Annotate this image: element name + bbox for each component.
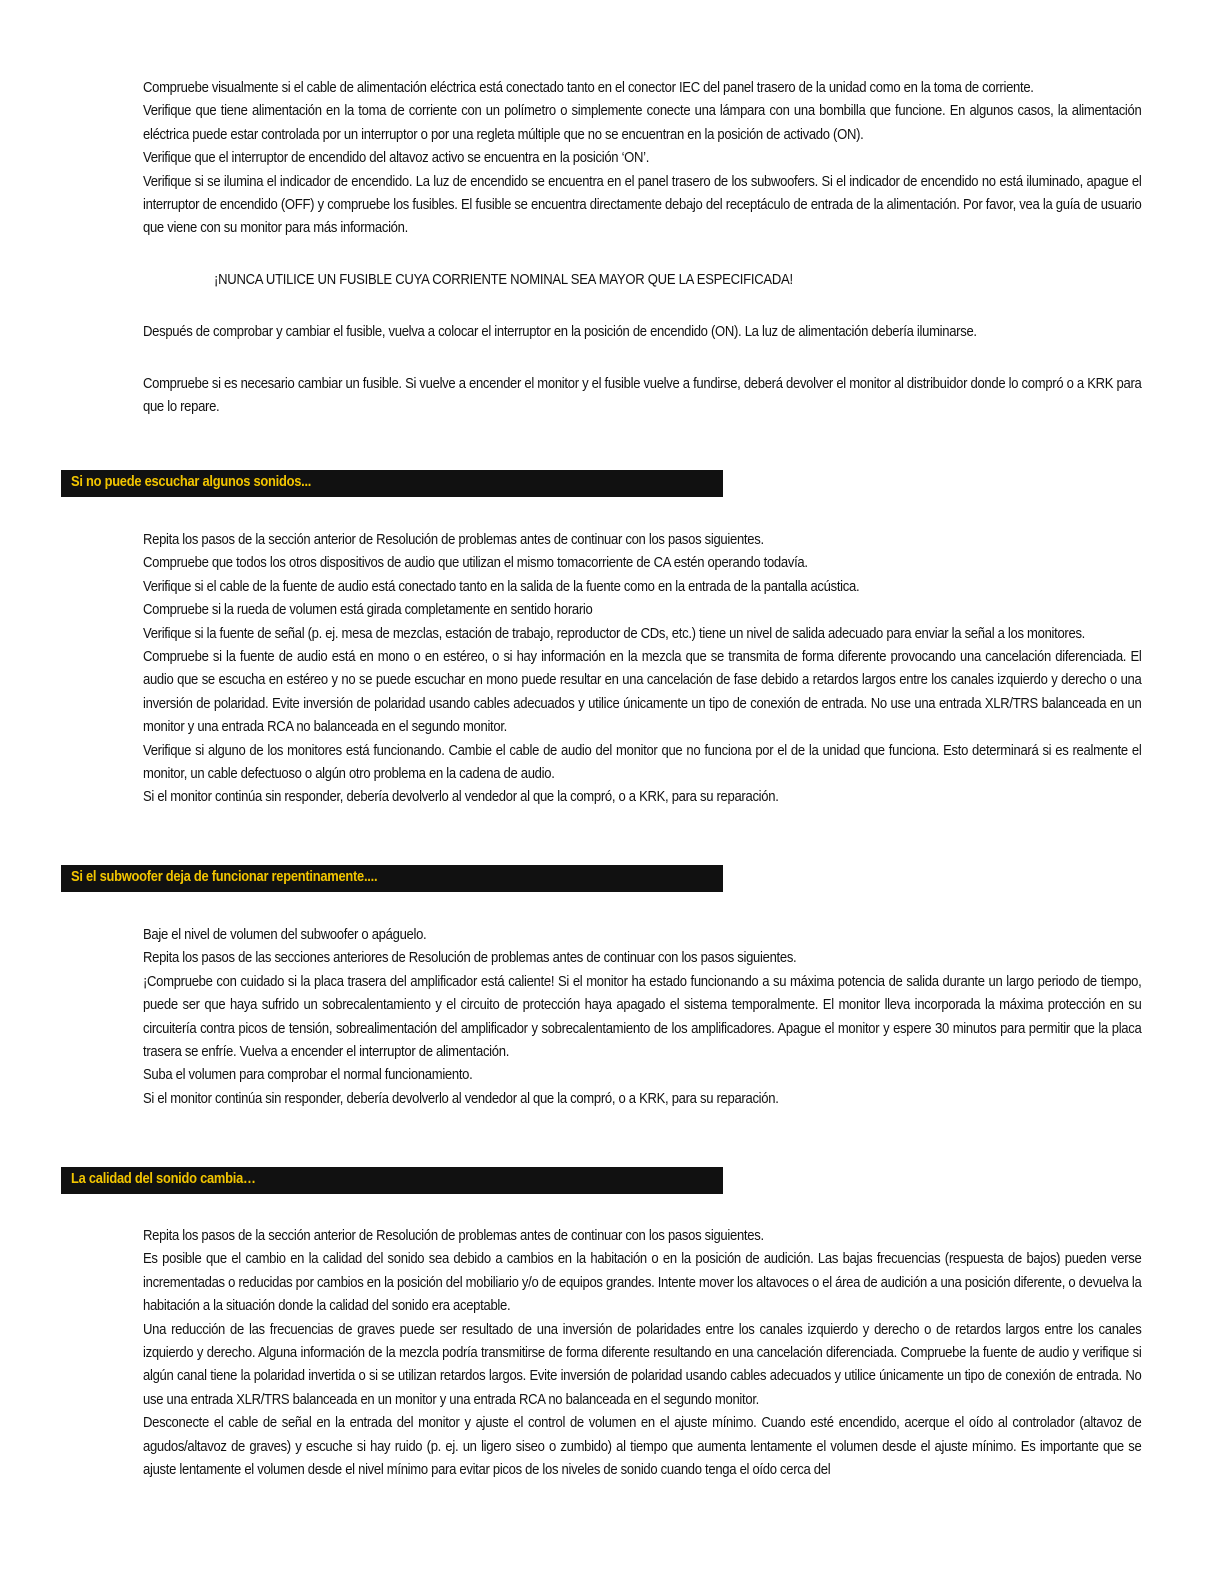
section-body	[143, 923, 1142, 1110]
section-paragraph: Verifique si la fuente de señal (p. ej. mesa de mezclas, estación de trabajo, reproductor de CDs, etc.) tiene un nivel de salida adecuado para enviar la señal a los monitores.	[143, 624, 1086, 642]
section-heading-bar	[61, 1167, 723, 1194]
section-paragraph: Verifique si alguno de los monitores está funcionando. Cambie el cable de audio del monitor que no funciona por el de la unidad que funciona. Esto determinará si es realmente el monitor, un cable defectuoso o algún otro problema en la cadena de audio.	[143, 741, 1142, 783]
section-paragraph: Es posible que el cambio en la calidad del sonido sea debido a cambios en la habitación o en la posición de audición. Las bajas frecuencias (respuesta de bajos) pueden verse incrementadas o reducidas por cambios en la posición del mobiliario y/o de equipos grandes. Intente mover los altavoces o el área de audición a una posición diferente, o devuelva la habitación a la situación donde la calidad del sonido era aceptable.	[143, 1250, 1142, 1315]
section-paragraph: Compruebe si la rueda de volumen está girada completamente en sentido horario	[143, 601, 593, 619]
section-paragraph: Repita los pasos de la sección anterior de Resolución de problemas antes de continuar con los pasos siguientes.	[143, 1227, 764, 1244]
section-body	[143, 1224, 1142, 1481]
section-paragraph: Compruebe que todos los otros dispositivos de audio que utilizan el mismo tomacorriente de CA estén operando todavía.	[143, 554, 808, 572]
section-paragraph: Suba el volumen para comprobar el normal funcionamiento.	[143, 1066, 473, 1084]
section-paragraph: Desconecte el cable de señal en la entrada del monitor y ajuste el control de volumen en el ajuste mínimo. Cuando esté encendido, acerque el oído al controlador (altavoz de agudos/altavoz de graves) y escuche si hay ruido (p. ej. un ligero siseo o zumbido) al tiempo que aumenta lentamente el volumen desde el ajuste mínimo. Es importante que se ajuste lentamente el volumen desde el nivel mínimo para evitar picos de los niveles de sonido cuando tenga el oído cerca del	[143, 1414, 1142, 1479]
section-heading-bar	[61, 865, 723, 892]
section-paragraph: Repita los pasos de la sección anterior de Resolución de problemas antes de continuar con los pasos siguientes.	[143, 531, 764, 548]
intro-block	[143, 76, 1142, 240]
section-body	[143, 528, 1142, 809]
intro-block-2	[143, 320, 1142, 343]
intro-paragraph: Verifique que tiene alimentación en la toma de corriente con un polímetro o simplemente conecte una lámpara con una bombilla que funcione. En algunos casos, la alimentación eléctrica puede estar controlada por un interruptor o por una regleta múltiple que no se encuentran en la posición de activado (ON).	[143, 102, 1142, 143]
section-heading: Si no puede escuchar algunos sonidos...	[71, 473, 312, 490]
section-paragraph: Si el monitor continúa sin responder, debería devolverlo al vendedor al que la compró, o a KRK, para su reparación.	[143, 1089, 779, 1107]
section-paragraph: Compruebe si la fuente de audio está en mono o en estéreo, o si hay información en la mezcla que se transmita de forma diferente provocando una cancelación diferenciada. El audio que se escucha en estéreo y no se puede escuchar en mono puede resultar en una cancelación de fase debido a retardos largos entre los canales izquierdo y derecho o una inversión de polaridad. Evite inversión de polaridad usando cables adecuados y utilice únicamente un tipo de conexión de entrada. No use una entrada XLR/TRS balanceada en un monitor y una entrada RCA no balanceada en el segundo monitor.	[143, 648, 1142, 736]
intro-paragraph: Compruebe si es necesario cambiar un fusible. Si vuelve a encender el monitor y el fusible vuelve a fundirse, deberá devolver el monitor al distribuidor donde lo compró o a KRK para que lo repare.	[143, 375, 1142, 416]
section-paragraph: Baje el nivel de volumen del subwoofer o apáguelo.	[143, 926, 427, 943]
section-paragraph: Si el monitor continúa sin responder, debería devolverlo al vendedor al que la compró, o a KRK, para su reparación.	[143, 788, 779, 806]
intro-paragraph: Compruebe visualmente si el cable de alimentación eléctrica está conectado tanto en el conector IEC del panel trasero de la unidad como en la toma de corriente.	[143, 79, 1034, 96]
intro-block-3	[143, 372, 1142, 419]
section-heading: La calidad del sonido cambia…	[71, 1170, 256, 1187]
section-paragraph: Una reducción de las frecuencias de graves puede ser resultado de una inversión de polaridades entre los canales izquierdo y derecho o de retardos largos entre los canales izquierdo y derecho. Alguna información de la mezcla podría transmitirse de forma diferente resultando en una cancelación diferenciada. Compruebe la fuente de audio y verifique si algún canal tiene la polaridad invertida o si se utilizan retardos largos. Evite inversión de polaridad usando cables adecuados y utilice únicamente un tipo de conexión de entrada. No use una entrada XLR/TRS balanceada en un monitor y una entrada RCA no balanceada en el segundo monitor.	[143, 1320, 1142, 1408]
intro-paragraph: Verifique que el interruptor de encendido del altavoz activo se encuentra en la posición ‘ON’.	[143, 149, 650, 167]
section-paragraph: ¡Compruebe con cuidado si la placa trasera del amplificador está caliente! Si el monitor ha estado funcionando a su máxima potencia de salida durante un largo periodo de tiempo, puede ser que haya sufrido un sobrecalentamiento y el circuito de protección haya apagado el sistema temporalmente. El monitor lleva incorporada la máxima protección en su circuitería contra picos de tensión, sobrealimentación del amplificador y sobrecalentamiento de los amplificadores. Apague el monitor y espere 30 minutos para permitir que la placa trasera se enfríe. Vuelva a encender el interruptor de alimentación.	[143, 972, 1142, 1061]
intro-paragraph: Verifique si se ilumina el indicador de encendido. La luz de encendido se encuentra en el panel trasero de los subwoofers. Si el indicador de encendido no está iluminado, apague el interruptor de encendido (OFF) y compruebe los fusibles. El fusible se encuentra directamente debajo del receptáculo de entrada de la alimentación. Por favor, vea la guía de usuario que viene con su monitor para más información.	[143, 172, 1142, 237]
intro-paragraph: Después de comprobar y cambiar el fusible, vuelva a colocar el interruptor en la posición de encendido (ON). La luz de alimentación debería iluminarse.	[143, 323, 977, 340]
fuse-warning: ¡NUNCA UTILICE UN FUSIBLE CUYA CORRIENTE NOMINAL SEA MAYOR QUE LA ESPECIFICADA!	[214, 271, 793, 288]
section-paragraph: Repita los pasos de las secciones anteriores de Resolución de problemas antes de continuar con los pasos siguientes.	[143, 949, 797, 967]
section-heading: Si el subwoofer deja de funcionar repentinamente....	[71, 868, 378, 885]
section-paragraph: Verifique si el cable de la fuente de audio está conectado tanto en la salida de la fuente como en la entrada de la pantalla acústica.	[143, 577, 860, 595]
section-heading-bar	[61, 470, 723, 497]
